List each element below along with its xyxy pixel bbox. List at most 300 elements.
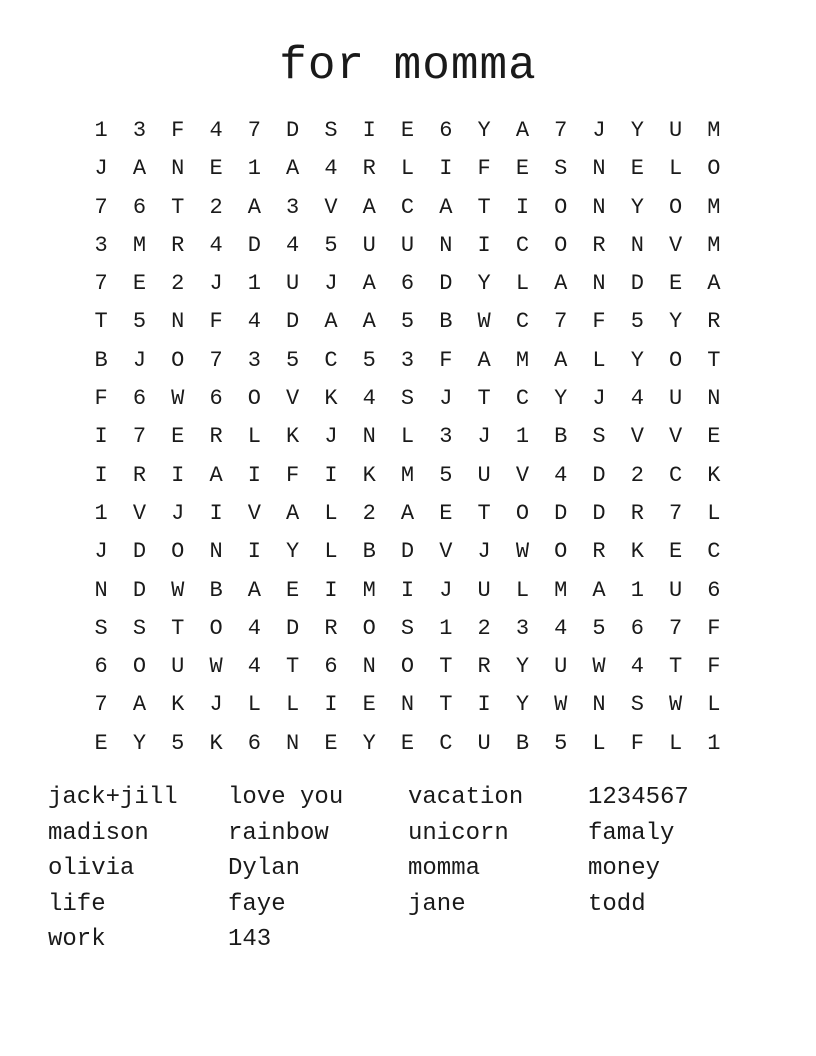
grid-cell: D	[592, 500, 606, 526]
grid-cell: B	[554, 424, 568, 450]
grid-cell: T	[477, 500, 491, 526]
word-list-item: momma	[408, 855, 481, 882]
grid-cell: U	[669, 577, 683, 603]
grid-cell: O	[669, 194, 683, 220]
grid-row	[82, 457, 734, 495]
grid-cell: C	[707, 539, 721, 565]
word-search-grid	[82, 112, 734, 763]
grid-cell: I	[324, 692, 338, 718]
grid-cell: V	[439, 539, 453, 565]
grid-cell: 6	[707, 577, 721, 603]
grid-cell: I	[477, 232, 491, 258]
grid-cell: 5	[400, 309, 415, 335]
grid-cell: O	[400, 654, 415, 680]
grid-cell: C	[439, 730, 453, 756]
grid-cell: N	[592, 271, 606, 297]
grid-cell: 4	[247, 615, 261, 641]
grid-cell: S	[592, 424, 606, 450]
grid-cell: 6	[132, 194, 147, 220]
grid-cell: W	[171, 577, 185, 603]
grid-cell: E	[669, 271, 683, 297]
grid-cell: K	[209, 730, 223, 756]
grid-cell: M	[707, 194, 721, 220]
grid-cell: J	[592, 118, 606, 143]
grid-cell: A	[592, 577, 606, 603]
grid-cell: E	[209, 156, 223, 182]
grid-cell: I	[94, 462, 108, 488]
grid-cell: R	[171, 232, 185, 258]
word-list-item: life	[48, 890, 106, 918]
grid-cell: O	[554, 539, 568, 565]
grid-cell: M	[362, 577, 376, 603]
grid-cell: 5	[362, 347, 376, 373]
grid-cell: K	[707, 462, 721, 488]
grid-cell: L	[707, 692, 721, 718]
grid-cell: L	[400, 156, 415, 182]
word-list-row	[48, 887, 788, 923]
grid-cell: 1	[707, 730, 721, 756]
grid-cell: R	[592, 539, 606, 565]
grid-cell: O	[554, 232, 568, 258]
grid-cell: J	[209, 692, 223, 718]
grid-cell: A	[400, 500, 415, 526]
grid-cell: W	[209, 654, 223, 680]
grid-cell: 7	[209, 347, 223, 373]
grid-cell: 4	[362, 386, 376, 412]
grid-cell: 2	[209, 194, 223, 220]
grid-cell: B	[209, 577, 223, 603]
grid-cell: J	[592, 386, 606, 412]
word-list-item: olivia	[48, 855, 135, 882]
grid-cell: E	[362, 692, 376, 718]
grid-cell: A	[554, 347, 568, 373]
grid-cell: 2	[477, 615, 491, 641]
grid-cell: L	[592, 347, 606, 373]
grid-cell: K	[171, 692, 185, 718]
grid-cell: F	[171, 118, 185, 143]
grid-cell: I	[94, 424, 108, 450]
grid-cell: C	[515, 309, 530, 335]
grid-cell: 6	[630, 615, 644, 641]
word-list-item: madison	[48, 819, 149, 847]
grid-row	[82, 189, 734, 227]
grid-cell: D	[439, 271, 453, 297]
grid-cell: 3	[132, 118, 147, 143]
grid-cell: I	[477, 692, 491, 718]
grid-cell: V	[630, 424, 644, 450]
grid-cell: 5	[630, 309, 644, 335]
grid-cell: F	[630, 730, 644, 756]
grid-cell: M	[707, 118, 721, 143]
grid-cell: R	[132, 462, 147, 488]
grid-row	[82, 342, 734, 380]
grid-cell: T	[439, 692, 453, 718]
grid-cell: 6	[94, 654, 108, 680]
grid-cell: J	[324, 271, 338, 297]
grid-cell: R	[592, 232, 606, 258]
grid-row	[82, 610, 734, 648]
grid-cell: I	[247, 539, 261, 565]
grid-cell: S	[400, 615, 415, 641]
grid-cell: U	[669, 386, 683, 412]
grid-cell: U	[400, 232, 415, 258]
grid-cell: 4	[554, 462, 568, 488]
grid-cell: V	[247, 500, 261, 526]
grid-cell: 4	[324, 156, 338, 182]
grid-cell: T	[286, 654, 300, 680]
grid-cell: N	[286, 730, 300, 756]
grid-cell: F	[286, 462, 300, 488]
grid-cell: F	[592, 309, 606, 335]
grid-cell: M	[707, 232, 721, 258]
word-list-item: unicorn	[408, 819, 509, 847]
grid-cell: J	[132, 347, 147, 373]
grid-cell: A	[439, 194, 453, 220]
grid-cell: 1	[515, 424, 530, 450]
word-list-item: jack+jill	[48, 784, 178, 811]
grid-cell: 7	[554, 309, 568, 335]
grid-cell: J	[439, 577, 453, 603]
grid-cell: D	[132, 577, 147, 603]
grid-cell: W	[477, 309, 491, 335]
grid-cell: 5	[286, 347, 300, 373]
grid-cell: S	[94, 615, 108, 641]
grid-cell: E	[669, 539, 683, 565]
grid-cell: O	[171, 539, 185, 565]
grid-cell: K	[630, 539, 644, 565]
grid-cell: J	[477, 424, 491, 450]
grid-cell: S	[132, 615, 147, 641]
grid-cell: B	[515, 730, 530, 756]
grid-cell: F	[209, 309, 223, 335]
grid-cell: 2	[171, 271, 185, 297]
grid-cell: D	[286, 118, 300, 143]
grid-cell: 4	[286, 232, 300, 258]
grid-cell: B	[94, 347, 108, 373]
grid-cell: E	[324, 730, 338, 756]
grid-cell: 6	[209, 386, 223, 412]
grid-cell: F	[707, 615, 721, 641]
grid-cell: B	[439, 309, 453, 335]
grid-cell: U	[669, 118, 683, 143]
grid-cell: F	[707, 654, 721, 680]
grid-cell: U	[362, 232, 376, 258]
grid-cell: 5	[132, 309, 147, 335]
grid-row	[82, 686, 734, 724]
grid-cell: L	[247, 424, 261, 450]
grid-cell: J	[477, 539, 491, 565]
grid-cell: N	[400, 692, 415, 718]
word-list-item: work	[48, 926, 106, 953]
grid-cell: M	[132, 232, 147, 258]
grid-cell: L	[324, 539, 338, 565]
grid-cell: N	[630, 232, 644, 258]
grid-cell: O	[171, 347, 185, 373]
grid-cell: E	[171, 424, 185, 450]
grid-cell: Y	[515, 692, 530, 718]
grid-cell: A	[515, 118, 530, 143]
grid-cell: R	[707, 309, 721, 335]
grid-cell: L	[286, 692, 300, 718]
grid-cell: 5	[439, 462, 453, 488]
grid-cell: N	[171, 156, 185, 182]
grid-cell: C	[324, 347, 338, 373]
grid-cell: K	[324, 386, 338, 412]
grid-cell: I	[171, 462, 185, 488]
grid-cell: N	[592, 692, 606, 718]
grid-cell: 3	[515, 615, 530, 641]
grid-cell: 4	[630, 654, 644, 680]
grid-cell: W	[592, 654, 606, 680]
grid-cell: R	[630, 500, 644, 526]
grid-cell: J	[171, 500, 185, 526]
grid-cell: 5	[324, 232, 338, 258]
grid-row	[82, 112, 734, 150]
grid-cell: L	[247, 692, 261, 718]
grid-cell: 6	[439, 118, 453, 143]
grid-cell: E	[400, 730, 415, 756]
grid-cell: 1	[439, 615, 453, 641]
word-list-item: jane	[408, 890, 466, 918]
grid-cell: J	[324, 424, 338, 450]
grid-row	[82, 265, 734, 303]
grid-cell: E	[132, 271, 147, 297]
grid-cell: S	[554, 156, 568, 182]
word-list-row	[48, 922, 788, 958]
word-list-row	[48, 851, 788, 887]
grid-cell: A	[362, 309, 376, 335]
grid-cell: V	[669, 232, 683, 258]
grid-cell: D	[132, 539, 147, 565]
grid-cell: W	[171, 386, 185, 412]
grid-row	[82, 150, 734, 188]
grid-cell: 2	[362, 500, 376, 526]
grid-cell: D	[286, 309, 300, 335]
grid-cell: I	[362, 118, 376, 143]
grid-cell: F	[439, 347, 453, 373]
grid-cell: A	[362, 271, 376, 297]
grid-row	[82, 648, 734, 686]
grid-cell: E	[707, 424, 721, 450]
grid-cell: U	[286, 271, 300, 297]
grid-cell: L	[592, 730, 606, 756]
grid-row	[82, 533, 734, 571]
word-list-row	[48, 780, 788, 816]
grid-cell: A	[707, 271, 721, 297]
grid-cell: Y	[286, 539, 300, 565]
grid-cell: K	[286, 424, 300, 450]
grid-cell: U	[477, 577, 491, 603]
grid-cell: N	[592, 156, 606, 182]
grid-cell: J	[94, 539, 108, 565]
grid-cell: F	[477, 156, 491, 182]
grid-cell: V	[132, 500, 147, 526]
grid-row	[82, 227, 734, 265]
grid-cell: T	[477, 386, 491, 412]
grid-cell: 7	[669, 500, 683, 526]
grid-cell: 7	[247, 118, 261, 143]
grid-cell: O	[554, 194, 568, 220]
page-title: for momma	[279, 40, 537, 92]
grid-cell: U	[477, 462, 491, 488]
grid-cell: O	[209, 615, 223, 641]
grid-cell: E	[515, 156, 530, 182]
grid-cell: 1	[247, 271, 261, 297]
grid-cell: 4	[209, 118, 223, 143]
word-list-item: todd	[588, 890, 646, 918]
grid-cell: O	[247, 386, 261, 412]
grid-cell: 4	[247, 309, 261, 335]
grid-cell: 5	[171, 730, 185, 756]
grid-cell: R	[477, 654, 491, 680]
grid-cell: Y	[132, 730, 147, 756]
grid-cell: T	[707, 347, 721, 373]
grid-cell: 6	[324, 654, 338, 680]
word-list-item: love you	[228, 784, 344, 811]
grid-cell: 6	[132, 386, 147, 412]
grid-cell: R	[362, 156, 376, 182]
grid-cell: Y	[515, 654, 530, 680]
grid-cell: A	[247, 194, 261, 220]
grid-cell: C	[515, 386, 530, 412]
grid-cell: L	[400, 424, 415, 450]
grid-cell: K	[362, 462, 376, 488]
grid-cell: I	[324, 577, 338, 603]
grid-cell: A	[324, 309, 338, 335]
grid-cell: D	[592, 462, 606, 488]
grid-cell: A	[132, 692, 147, 718]
grid-cell: 4	[209, 232, 223, 258]
grid-cell: W	[669, 692, 683, 718]
word-list-item: vacation	[408, 784, 524, 811]
grid-cell: 7	[94, 692, 108, 718]
grid-cell: Y	[630, 347, 644, 373]
grid-cell: T	[477, 194, 491, 220]
grid-cell: 7	[669, 615, 683, 641]
word-list-item: money	[588, 855, 661, 882]
grid-row	[82, 380, 734, 418]
grid-cell: S	[630, 692, 644, 718]
grid-cell: E	[94, 730, 108, 756]
grid-cell: A	[554, 271, 568, 297]
grid-cell: O	[707, 156, 721, 182]
grid-cell: U	[554, 654, 568, 680]
grid-row	[82, 303, 734, 341]
grid-cell: N	[439, 232, 453, 258]
grid-cell: 7	[94, 271, 108, 297]
grid-cell: T	[94, 309, 108, 335]
grid-cell: 4	[554, 615, 568, 641]
grid-cell: 5	[592, 615, 606, 641]
grid-cell: C	[669, 462, 683, 488]
grid-cell: L	[324, 500, 338, 526]
grid-cell: 3	[94, 232, 108, 258]
grid-row	[82, 495, 734, 533]
grid-cell: 6	[247, 730, 261, 756]
grid-cell: U	[171, 654, 185, 680]
grid-cell: N	[362, 424, 376, 450]
grid-cell: R	[209, 424, 223, 450]
word-list-item: famaly	[588, 819, 675, 847]
grid-cell: 3	[439, 424, 453, 450]
word-list-item: 1234567	[588, 784, 689, 811]
grid-cell: I	[400, 577, 415, 603]
grid-cell: J	[94, 156, 108, 182]
grid-cell: Y	[362, 730, 376, 756]
grid-cell: 1	[630, 577, 644, 603]
grid-cell: D	[400, 539, 415, 565]
grid-cell: F	[94, 386, 108, 412]
grid-cell: O	[669, 347, 683, 373]
grid-cell: E	[400, 118, 415, 143]
grid-cell: A	[477, 347, 491, 373]
grid-cell: D	[630, 271, 644, 297]
grid-cell: 7	[554, 118, 568, 143]
grid-cell: C	[400, 194, 415, 220]
grid-cell: 3	[400, 347, 415, 373]
grid-cell: N	[94, 577, 108, 603]
grid-cell: D	[286, 615, 300, 641]
grid-cell: L	[669, 730, 683, 756]
grid-cell: Y	[477, 271, 491, 297]
grid-cell: Y	[554, 386, 568, 412]
grid-cell: J	[209, 271, 223, 297]
grid-cell: E	[286, 577, 300, 603]
grid-cell: 3	[247, 347, 261, 373]
grid-cell: V	[286, 386, 300, 412]
grid-cell: T	[171, 615, 185, 641]
grid-cell: A	[209, 462, 223, 488]
grid-cell: V	[515, 462, 530, 488]
word-list-item: rainbow	[228, 819, 329, 847]
grid-cell: Y	[630, 194, 644, 220]
grid-cell: W	[515, 539, 530, 565]
grid-cell: W	[554, 692, 568, 718]
grid-cell: D	[247, 232, 261, 258]
grid-cell: S	[400, 386, 415, 412]
grid-cell: I	[209, 500, 223, 526]
grid-cell: L	[515, 271, 530, 297]
grid-row	[82, 418, 734, 456]
grid-cell: O	[362, 615, 376, 641]
grid-cell: I	[439, 156, 453, 182]
grid-cell: E	[630, 156, 644, 182]
grid-cell: Y	[477, 118, 491, 143]
grid-row	[82, 725, 734, 763]
grid-cell: 1	[247, 156, 261, 182]
grid-cell: N	[171, 309, 185, 335]
grid-cell: L	[707, 500, 721, 526]
grid-cell: 2	[630, 462, 644, 488]
grid-cell: V	[669, 424, 683, 450]
grid-cell: A	[286, 500, 300, 526]
grid-cell: Y	[669, 309, 683, 335]
grid-cell: N	[707, 386, 721, 412]
grid-cell: N	[209, 539, 223, 565]
grid-cell: J	[439, 386, 453, 412]
grid-cell: V	[324, 194, 338, 220]
grid-cell: 1	[94, 500, 108, 526]
grid-cell: 5	[554, 730, 568, 756]
grid-cell: M	[400, 462, 415, 488]
grid-cell: I	[515, 194, 530, 220]
grid-cell: 3	[286, 194, 300, 220]
grid-cell: M	[515, 347, 530, 373]
grid-cell: 4	[630, 386, 644, 412]
grid-cell: A	[247, 577, 261, 603]
word-list-item: 143	[228, 926, 272, 953]
grid-cell: 7	[132, 424, 147, 450]
